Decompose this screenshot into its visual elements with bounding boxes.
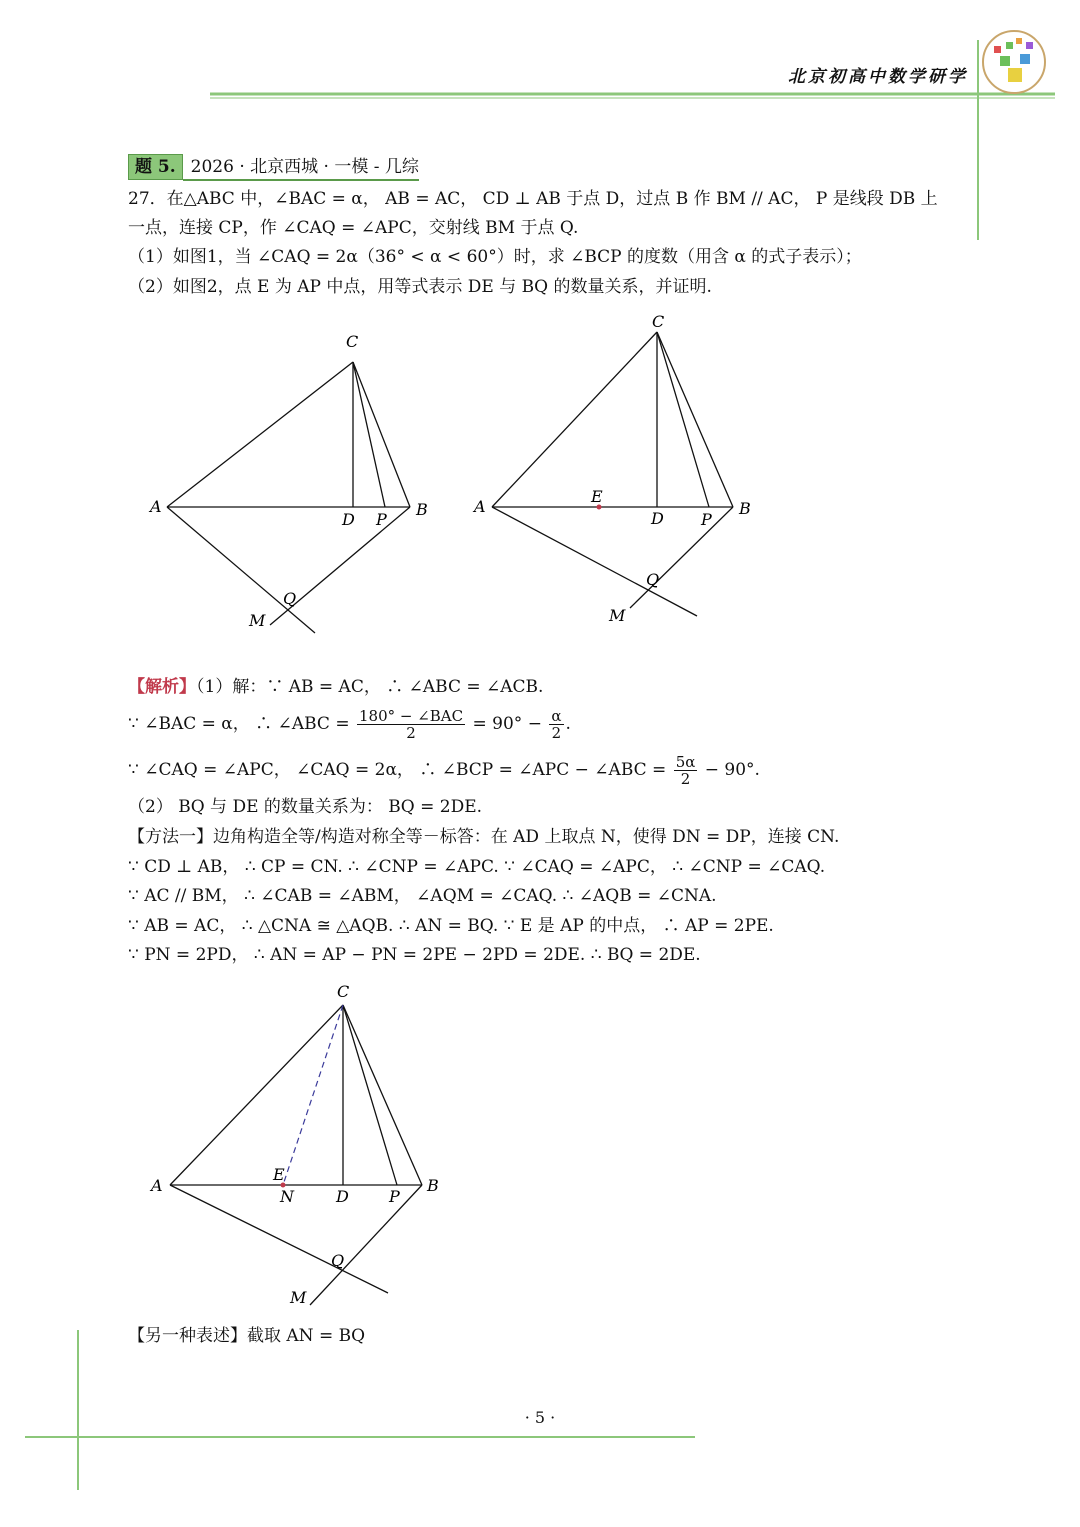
fig1-label-B: B [416, 500, 428, 519]
fig1-label-M: M [249, 611, 266, 630]
fig1-label-A: A [150, 497, 162, 516]
fig2-label-D: D [651, 509, 664, 528]
fig1-label-Q: Q [283, 589, 297, 608]
solution-s3-pre: ∵ ∠CAQ = ∠APC， ∠CAQ = 2α， ∴ ∠BCP = ∠APC − ∠ABC = [128, 760, 667, 780]
problem-tag [128, 154, 419, 178]
fraction-alpha: $\frac{\alpha}{2}$ [551, 707, 562, 742]
problem-source: 2026 · 北京西城 · 一模 - 几综 [183, 155, 419, 181]
fig3-label-M: M [290, 1288, 307, 1307]
fig3-label-P: P [389, 1187, 400, 1206]
figure-2 [465, 310, 785, 630]
solution-line-9: ∵ PN = 2PD， ∴ AN = AP − PN = 2PE − 2PD = 2DE. ∴ BQ = 2DE. [128, 945, 701, 965]
fig2-label-C: C [652, 312, 665, 331]
fig2-label-Q: Q [646, 570, 660, 589]
problem-line-1: 27．在△ABC 中，∠BAC = α， AB = AC， CD ⊥ AB 于点 D，过点 B 作 BM // AC， P 是线段 DB 上 [128, 189, 938, 209]
fig3-label-D: D [336, 1187, 349, 1206]
solution-s3-end: − 90°. [704, 760, 760, 780]
question-2: （2）如图2，点 E 为 AP 中点，用等式表示 DE 与 BQ 的数量关系，并证明. [128, 277, 712, 297]
problem-number: 题 5. [128, 154, 183, 180]
fig3-label-B: B [427, 1176, 439, 1195]
fig2-label-A: A [474, 497, 486, 516]
solution-line-10: 【另一种表述】截取 AN = BQ [128, 1326, 366, 1346]
solution-s2-pre: ∵ ∠BAC = α， ∴ ∠ABC = [128, 714, 350, 734]
fig1-label-C: C [346, 332, 359, 351]
solution-tag: 【解析】 [128, 677, 196, 697]
solution-line-4: （2） BQ 与 DE 的数量关系为： BQ = 2DE. [128, 797, 483, 817]
fig3-label-E: E [273, 1165, 285, 1184]
solution-line-8: ∵ AB = AC， ∴ △CNA ≅ △AQB. ∴ AN = BQ. ∵ E 是 AP 的中点， ∴ AP = 2PE. [128, 916, 774, 936]
fig2-label-E: E [591, 487, 603, 506]
fig1-label-D: D [342, 510, 355, 529]
fig3-label-C: C [337, 982, 350, 1001]
fig3-label-N: N [280, 1187, 294, 1206]
page-number: · 5 · [524, 1408, 556, 1427]
fig3-label-A: A [151, 1176, 163, 1195]
solution-line-7: ∵ AC // BM， ∴ ∠CAB = ∠ABM， ∠AQM = ∠CAQ. ∴ ∠AQB = ∠CNA. [128, 886, 717, 906]
solution-s1: （1）解：∵ AB = AC， ∴ ∠ABC = ∠ACB. [196, 677, 544, 697]
fig2-label-B: B [739, 499, 751, 518]
figure-3 [140, 975, 460, 1315]
solution-line-1 [128, 676, 543, 698]
solution-line-6: ∵ CD ⊥ AB， ∴ CP = CN. ∴ ∠CNP = ∠APC. ∵ ∠CAQ = ∠APC， ∴ ∠CNP = ∠CAQ. [128, 857, 826, 877]
solution-line-5: 【方法一】边角构造全等/构造对称全等－标答：在 AD 上取点 N，使得 DN = DP，连接 CN. [128, 827, 840, 847]
fig2-label-M: M [609, 606, 626, 625]
problem-line-2: 一点，连接 CP，作 ∠CAQ = ∠APC，交射线 BM 于点 Q. [128, 218, 579, 238]
solution-s2-mid: = 90° − [472, 714, 542, 734]
fig1-label-P: P [376, 510, 387, 529]
fraction-abc: $\frac{\text{180° − ∠BAC}}{2}$ [358, 707, 464, 742]
fraction-5alpha: $\frac{5\alpha}{2}$ [675, 753, 696, 788]
solution-line-3 [128, 750, 760, 790]
fig2-label-P: P [701, 510, 712, 529]
logo-tree-icon [980, 28, 1048, 96]
figure-1 [140, 325, 450, 645]
header-title: 北京初高中数学研学 [788, 67, 968, 87]
solution-line-2: ∵ ∠BAC = α， ∴ ∠ABC = $\frac{\text{180° − ∠BAC}}{2}$ = 90° − $\frac{\alpha}{2}$ . [128, 707, 571, 742]
question-1: （1）如图1，当 ∠CAQ = 2α（36° < α < 60°）时，求 ∠BCP 的度数（用含 α 的式子表示）； [128, 247, 862, 267]
fig3-label-Q: Q [331, 1251, 345, 1270]
